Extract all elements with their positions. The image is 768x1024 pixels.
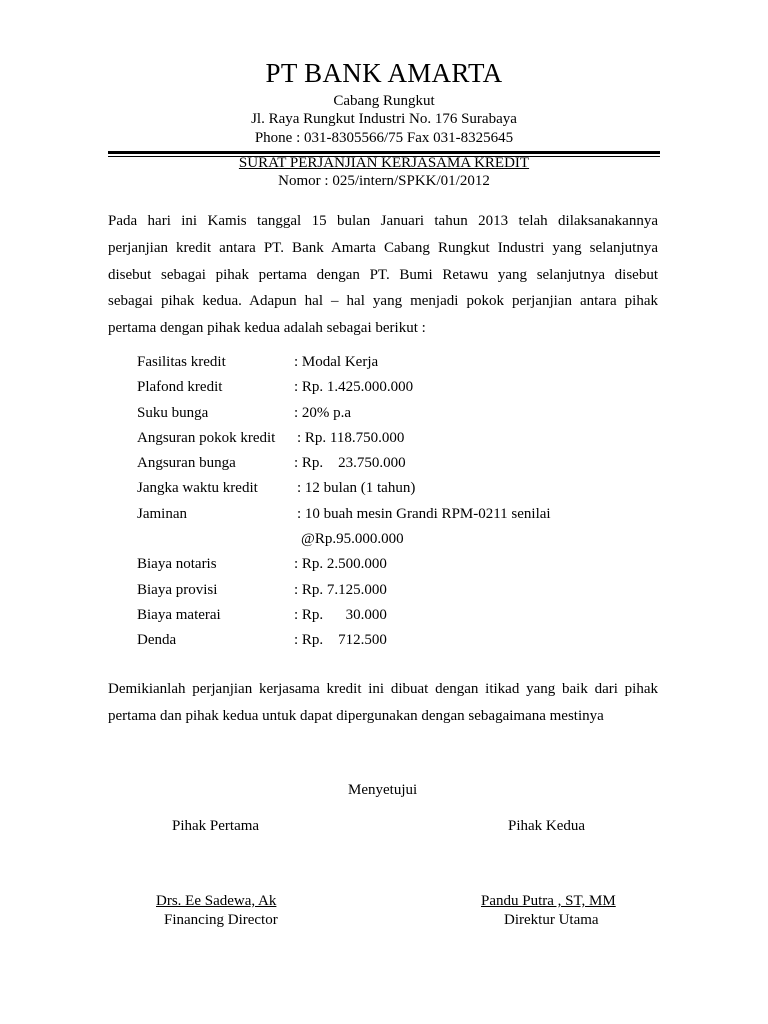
bank-phone: Phone : 031-8305566/75 Fax 031-8325645 <box>254 130 514 146</box>
first-party-name: Drs. Ee Sadewa, Ak <box>156 893 277 909</box>
first-party-role: Pihak Pertama <box>172 818 260 834</box>
intro-line: Pada hari ini Kamis tanggal 15 bulan Januari tahun 2013 telah dilaksanakannya <box>108 213 658 229</box>
term-value: : Rp. 23.750.000 <box>294 455 406 472</box>
term-label: Jangka waktu kredit <box>137 480 258 497</box>
closing-line: Demikianlah perjanjian kerjasama kredit ini dibuat dengan itikad yang baik dari pihak <box>108 681 658 697</box>
term-value: : Rp. 118.750.000 <box>297 429 405 446</box>
intro-line: perjanjian kredit antara PT. Bank Amarta Cabang Rungkut Industri yang selanjutnya <box>108 239 658 256</box>
term-value: : Rp. 30.000 <box>294 606 387 623</box>
term-label: Fasilitas kredit <box>137 354 226 370</box>
bank-name: PT BANK AMARTA <box>265 58 503 88</box>
bank-address: Jl. Raya Rungkut Industri No. 176 Surabaya <box>251 111 517 127</box>
term-value: : 10 buah mesin Grandi RPM-0211 senilai <box>297 505 551 522</box>
second-party-title: Direktur Utama <box>504 912 599 928</box>
document-title: SURAT PERJANJIAN KERJASAMA KREDIT <box>238 155 530 171</box>
intro-line: disebut sebagai pihak pertama dengan PT. Bumi Retawu yang selanjutnya disebut <box>108 266 658 283</box>
term-value: : Rp. 1.425.000.000 <box>294 379 414 396</box>
branch-name: Cabang Rungkut <box>333 93 435 109</box>
term-label: Denda <box>137 632 177 649</box>
term-value: @Rp.95.000.000 <box>301 531 404 548</box>
term-label: Angsuran pokok kredit <box>137 429 276 446</box>
closing-paragraph <box>108 676 658 730</box>
term-value: : Rp. 2.500.000 <box>294 556 387 573</box>
letterhead-divider-thick <box>108 151 660 154</box>
intro-paragraph <box>108 208 658 342</box>
second-party-role: Pihak Kedua <box>508 818 586 834</box>
second-party-name: Pandu Putra , ST, MM <box>481 893 616 909</box>
first-party-title: Financing Director <box>164 912 278 928</box>
term-label: Plafond kredit <box>137 379 223 396</box>
term-label: Jaminan <box>137 505 187 522</box>
term-label: Suku bunga <box>137 404 209 421</box>
intro-line: sebagai pihak kedua. Adapun hal – hal yang menjadi pokok perjanjian antara pihak <box>108 293 658 310</box>
term-value: : 12 bulan (1 tahun) <box>297 480 416 497</box>
term-label: Biaya materai <box>137 606 221 623</box>
intro-line: pertama dengan pihak kedua adalah sebagai berikut : <box>108 320 426 337</box>
term-value: : Modal Kerja <box>294 354 379 370</box>
term-value: : Rp. 7.125.000 <box>294 581 387 598</box>
term-label: Biaya notaris <box>137 556 217 573</box>
term-label: Angsuran bunga <box>137 455 236 472</box>
approval-label: Menyetujui <box>348 782 418 798</box>
document-number: Nomor : 025/intern/SPKK/01/2012 <box>278 173 490 189</box>
closing-line: pertama dan pihak kedua untuk dapat dipergunakan dengan sebagaimana mestinya <box>108 707 604 724</box>
term-value: : 20% p.a <box>294 404 352 421</box>
term-label: Biaya provisi <box>137 581 218 598</box>
term-value: : Rp. 712.500 <box>294 632 387 649</box>
